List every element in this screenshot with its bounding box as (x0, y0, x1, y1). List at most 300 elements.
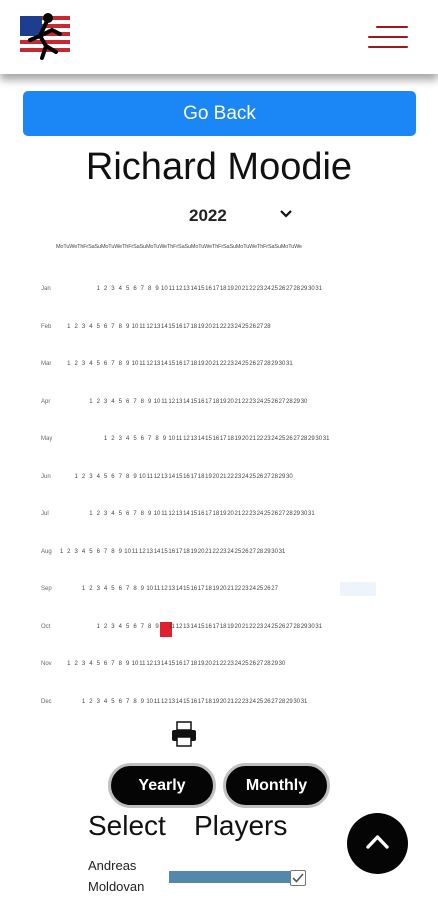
calendar-day: 5 (96, 361, 100, 367)
calendar-day: 28 (293, 286, 301, 292)
calendar-day: 19 (234, 436, 242, 442)
calendar-day: 5 (111, 698, 115, 705)
calendar-day: 25 (271, 623, 278, 630)
calendar-day: 12 (146, 323, 154, 330)
calendar-day: 19 (197, 661, 205, 667)
calendar-day: 27 (249, 548, 256, 555)
calendar-month-row (0, 397, 438, 411)
calendar-day: 12 (168, 511, 176, 517)
calendar-month-row (0, 622, 438, 636)
calendar-day: 22 (219, 661, 227, 667)
calendar-day: 29 (308, 436, 315, 442)
calendar-day: 5 (118, 398, 122, 405)
check-icon (291, 871, 305, 885)
calendar-day: 1 (89, 398, 93, 405)
calendar-day: 21 (212, 323, 220, 330)
select-players-heading (88, 810, 288, 842)
calendar-day: 10 (161, 286, 168, 292)
month-label: Jul (41, 511, 49, 517)
calendar-day: 5 (96, 661, 100, 667)
calendar-day: 10 (131, 661, 139, 667)
go-back-button[interactable]: Go Back (23, 91, 416, 136)
calendar-day: 31 (300, 698, 308, 705)
calendar-day: 20 (234, 286, 242, 292)
calendar-day: 14 (183, 398, 190, 405)
calendar-day: 3 (74, 548, 78, 555)
calendar-day: 16 (205, 286, 212, 292)
calendar-day: 17 (183, 323, 190, 330)
calendar-day: 25 (256, 698, 264, 705)
calendar-day: 8 (148, 286, 152, 292)
calendar-day: 26 (286, 436, 293, 442)
calendar-day: 21 (227, 698, 234, 705)
calendar-day: 27 (278, 511, 286, 517)
calendar-day: 14 (197, 436, 205, 442)
calendar-day: 31 (315, 623, 323, 630)
calendar-day: 20 (205, 361, 212, 367)
calendar-day: 7 (111, 361, 115, 367)
calendar-day: 14 (183, 511, 190, 517)
calendar-day: 29 (293, 511, 301, 517)
calendar-day: 16 (175, 323, 183, 330)
calendar-day: 2 (74, 661, 78, 667)
calendar-month-row (0, 472, 438, 486)
calendar-day: 27 (256, 661, 264, 667)
calendar-day: 16 (212, 436, 220, 442)
calendar-day: 13 (183, 623, 190, 630)
calendar-day: 12 (168, 398, 176, 405)
calendar-day: 24 (256, 511, 264, 517)
calendar-day: 29 (271, 361, 278, 367)
calendar-day: 11 (175, 436, 183, 442)
calendar-day: 27 (256, 361, 264, 367)
calendar-day: 10 (153, 398, 161, 405)
calendar-day: 12 (146, 661, 154, 667)
calendar-day: 21 (212, 361, 220, 367)
calendar-day: 12 (153, 473, 161, 480)
calendar-day: 25 (249, 473, 256, 480)
calendar-day: 28 (263, 361, 271, 367)
calendar-day: 13 (153, 361, 161, 367)
calendar-day: 7 (140, 623, 145, 630)
calendar-day: 12 (161, 586, 168, 592)
calendar-day: 21 (234, 511, 242, 517)
calendar-day: 17 (190, 473, 198, 480)
calendar-day: 27 (271, 698, 278, 705)
calendar-day: 18 (183, 548, 190, 555)
calendar-day: 28 (286, 398, 293, 405)
calendar-day: 8 (155, 436, 159, 442)
calendar-day: 30 (286, 473, 293, 480)
calendar-day: 9 (148, 398, 152, 405)
calendar-day: 25 (271, 286, 278, 292)
calendar-day: 26 (263, 586, 271, 592)
calendar-day: 2 (89, 698, 93, 705)
calendar-day: 15 (197, 286, 205, 292)
calendar-day: 4 (111, 511, 115, 517)
calendar-day: 16 (168, 548, 176, 555)
calendar-day: 2 (89, 586, 93, 592)
calendar-month-row (0, 509, 438, 523)
calendar-day: 4 (81, 548, 86, 555)
calendar-day: 1 (103, 436, 108, 442)
calendar-day: 7 (111, 661, 115, 667)
calendar-day: 26 (249, 361, 256, 367)
calendar-day: 6 (140, 436, 145, 442)
select-players-word2: Players (194, 810, 288, 841)
calendar-day: 4 (96, 473, 100, 480)
calendar-day: 17 (205, 511, 212, 517)
calendar-day: 4 (118, 286, 122, 292)
calendar-day: 2 (103, 286, 108, 292)
calendar-day: 18 (212, 511, 220, 517)
calendar-day: 1 (96, 286, 100, 292)
calendar-day: 30 (308, 623, 315, 630)
calendar-day: 11 (139, 361, 146, 367)
calendar-shaded-cell (340, 582, 376, 596)
calendar-day: 10 (131, 361, 139, 367)
calendar-day: 15 (205, 436, 212, 442)
month-label: May (41, 436, 53, 442)
calendar-day: 14 (175, 698, 183, 705)
player-checkbox[interactable] (290, 870, 306, 886)
calendar-day: 24 (263, 286, 271, 292)
calendar-day: 19 (190, 548, 198, 555)
chevron-up-icon (365, 833, 390, 851)
calendar-day: 26 (271, 511, 278, 517)
month-label: Nov (41, 661, 52, 667)
calendar-day: 26 (263, 698, 271, 705)
calendar-day: 10 (153, 511, 161, 517)
calendar-day: 20 (227, 398, 234, 405)
calendar-day: 9 (162, 436, 167, 442)
calendar-day: 6 (118, 698, 122, 705)
calendar-day: 23 (227, 661, 234, 667)
calendar-day: 16 (175, 361, 183, 367)
yearly-view-button[interactable]: Yearly (108, 763, 216, 808)
calendar-day: 23 (219, 548, 227, 555)
calendar-day: 7 (133, 398, 137, 405)
calendar-day: 2 (96, 398, 100, 405)
calendar-day: 18 (205, 698, 212, 705)
calendar-day: 21 (241, 623, 249, 630)
month-label: Mar (41, 361, 52, 367)
chevron-down-icon (280, 209, 292, 218)
player-option-name: Andreas Moldovan (88, 858, 145, 894)
calendar-day: 1 (59, 548, 64, 555)
hamburger-menu-icon[interactable] (366, 24, 408, 50)
calendar-day: 20 (227, 511, 234, 517)
calendar-day: 30 (278, 661, 286, 667)
calendar-month-row (0, 359, 438, 373)
calendar-day: 14 (190, 286, 198, 292)
calendar-day: 10 (146, 586, 154, 592)
calendar-day: 23 (241, 586, 249, 592)
app-header (0, 0, 438, 74)
calendar-day: 16 (175, 661, 183, 667)
calendar-day: 10 (168, 436, 176, 442)
select-players-word1: Select (88, 810, 166, 841)
calendar-day: 9 (140, 586, 145, 592)
calendar-day: 4 (111, 398, 115, 405)
month-label: Oct (41, 623, 51, 630)
calendar-day: 23 (256, 623, 264, 630)
calendar-day: 6 (96, 548, 100, 555)
month-label: Jan (41, 286, 51, 292)
calendar-day: 17 (175, 548, 183, 555)
calendar-day: 13 (175, 511, 183, 517)
calendar-day: 1 (74, 473, 78, 480)
month-label: Apr (41, 398, 51, 405)
calendar-day: 10 (131, 323, 139, 330)
calendar-day: 27 (263, 473, 271, 480)
calendar-day: 15 (161, 548, 168, 555)
calendar-day: 29 (286, 698, 293, 705)
calendar-day: 4 (89, 361, 93, 367)
calendar-day: 1 (81, 586, 86, 592)
calendar-day: 6 (125, 511, 130, 517)
calendar-day: 24 (271, 436, 278, 442)
calendar-day: 2 (81, 473, 86, 480)
calendar-day: 28 (263, 661, 271, 667)
calendar-month-row (0, 547, 438, 561)
calendar-day: 7 (148, 436, 152, 442)
calendar-day: 8 (111, 548, 115, 555)
calendar-day: 20 (205, 323, 212, 330)
calendar-day: 5 (133, 436, 137, 442)
calendar-day: 3 (103, 398, 108, 405)
calendar-day: 2 (111, 436, 115, 442)
calendar-day: 9 (125, 361, 130, 367)
monthly-view-button[interactable]: Monthly (223, 763, 330, 808)
calendar-day: 15 (190, 511, 198, 517)
calendar-day: 4 (89, 661, 93, 667)
calendar-day: 2 (96, 511, 100, 517)
calendar-day: 19 (197, 323, 205, 330)
calendar-day: 20 (197, 548, 205, 555)
calendar-day: 29 (300, 286, 308, 292)
calendar-day: 16 (190, 586, 198, 592)
calendar-day: 18 (227, 436, 234, 442)
runner-flag-logo[interactable] (16, 12, 74, 64)
calendar-day: 12 (175, 286, 183, 292)
calendar-day: 1 (67, 661, 71, 667)
calendar-day: 17 (183, 661, 190, 667)
calendar-day: 26 (271, 398, 278, 405)
calendar-day: 16 (197, 511, 205, 517)
calendar-day: 25 (241, 323, 249, 330)
calendar-day: 8 (125, 473, 130, 480)
calendar-day: 20 (234, 623, 242, 630)
scroll-to-top-button[interactable] (347, 813, 408, 874)
calendar-day: 11 (153, 698, 161, 705)
calendar-day: 9 (155, 623, 159, 630)
calendar-day: 23 (227, 323, 234, 330)
calendar-day: 15 (190, 398, 198, 405)
calendar-day: 21 (227, 586, 234, 592)
calendar-day: 3 (81, 323, 86, 330)
calendar-day: 24 (241, 473, 249, 480)
calendar-day: 7 (118, 473, 122, 480)
calendar-day: 7 (103, 548, 108, 555)
calendar-day: 9 (155, 286, 159, 292)
month-label: Jun (41, 473, 51, 480)
calendar-day: 4 (103, 698, 108, 705)
calendar-day: 25 (256, 586, 264, 592)
calendar-day: 23 (249, 511, 256, 517)
calendar-day: 19 (197, 361, 205, 367)
calendar-day: 28 (271, 473, 278, 480)
calendar-day: 5 (125, 286, 130, 292)
calendar-day: 31 (315, 286, 323, 292)
calendar-day: 3 (118, 436, 122, 442)
calendar-day: 24 (227, 548, 234, 555)
calendar-day: 9 (118, 548, 122, 555)
calendar-day: 17 (197, 586, 205, 592)
calendar-day: 2 (103, 623, 108, 630)
calendar-day: 6 (103, 661, 108, 667)
calendar-day: 15 (168, 661, 176, 667)
calendar-day: 12 (183, 436, 190, 442)
calendar-day: 18 (197, 473, 205, 480)
calendar-day: 13 (190, 436, 198, 442)
calendar-day: 24 (234, 361, 242, 367)
calendar-day: 31 (278, 548, 286, 555)
calendar-day: 31 (322, 436, 330, 442)
calendar-day: 13 (168, 586, 176, 592)
calendar-day: 11 (168, 623, 175, 630)
calendar-day: 23 (227, 361, 234, 367)
calendar-day: 19 (212, 698, 220, 705)
calendar-day: 22 (249, 286, 256, 292)
calendar-day: 3 (96, 698, 100, 705)
calendar-day: 28 (256, 548, 264, 555)
player-name-title: Richard Moodie (85, 146, 353, 188)
calendar-day: 27 (256, 323, 264, 330)
calendar-day: 14 (168, 473, 176, 480)
calendar-day: 12 (175, 623, 183, 630)
calendar-day: 7 (111, 323, 115, 330)
calendar-day: 6 (118, 586, 122, 592)
calendar-day: 8 (140, 511, 145, 517)
calendar-day: 22 (256, 436, 264, 442)
calendar-day: 16 (190, 698, 198, 705)
calendar-month-row (0, 284, 438, 298)
calendar-day: 24 (256, 398, 264, 405)
calendar-day: 29 (271, 661, 278, 667)
calendar-day: 5 (118, 511, 122, 517)
calendar-day: 7 (125, 586, 130, 592)
calendar-day: 28 (293, 623, 301, 630)
calendar-day: 10 (124, 548, 131, 555)
year-select[interactable] (186, 203, 298, 229)
calendar-day: 21 (241, 286, 249, 292)
calendar-day: 18 (190, 323, 198, 330)
calendar-day: 25 (241, 361, 249, 367)
calendar-day: 11 (139, 661, 146, 667)
printer-icon[interactable] (170, 720, 198, 748)
calendar-day: 26 (241, 548, 249, 555)
calendar-day: 9 (133, 473, 137, 480)
calendar-day: 14 (175, 586, 183, 592)
year-select-value: 2022 (189, 206, 227, 225)
calendar-day: 12 (139, 548, 146, 555)
calendar-day: 12 (146, 361, 154, 367)
calendar-day: 30 (300, 511, 308, 517)
calendar-day: 21 (234, 398, 242, 405)
calendar-day: 20 (241, 436, 249, 442)
calendar-day: 2 (67, 548, 71, 555)
calendar-day: 16 (197, 398, 205, 405)
calendar-day: 1 (67, 361, 71, 367)
calendar-day: 24 (234, 323, 242, 330)
calendar-day: 27 (293, 436, 301, 442)
calendar-day: 17 (212, 286, 220, 292)
calendar-day: 28 (263, 323, 271, 330)
calendar-day: 22 (219, 361, 227, 367)
calendar-day: 1 (81, 698, 86, 705)
calendar-day: 19 (219, 511, 227, 517)
calendar-day: 11 (131, 548, 139, 555)
calendar-day: 13 (146, 548, 154, 555)
calendar-day: 11 (161, 398, 168, 405)
calendar-day: 5 (89, 548, 93, 555)
calendar-day: 3 (103, 511, 108, 517)
calendar-day: 8 (118, 323, 122, 330)
calendar-day: 3 (111, 623, 115, 630)
calendar-day: 17 (212, 623, 220, 630)
calendar-day: 5 (111, 586, 115, 592)
calendar-day: 17 (205, 398, 212, 405)
calendar-day: 18 (212, 398, 220, 405)
calendar-day: 16 (205, 623, 212, 630)
calendar-day: 11 (146, 473, 153, 480)
player-color-bar (169, 871, 297, 883)
calendar-day: 31 (286, 361, 293, 367)
calendar-day: 21 (249, 436, 256, 442)
calendar-day: 31 (308, 511, 315, 517)
calendar-day: 25 (234, 548, 242, 555)
calendar-day: 3 (81, 361, 86, 367)
calendar-day: 18 (190, 361, 198, 367)
calendar-day: 26 (256, 473, 264, 480)
calendar-day: 23 (249, 398, 256, 405)
calendar-day: 20 (219, 586, 227, 592)
calendar-day: 18 (205, 586, 212, 592)
month-label: Feb (41, 323, 52, 330)
calendar-day: 15 (168, 361, 176, 367)
calendar-day: 23 (241, 698, 249, 705)
calendar-day: 26 (278, 286, 286, 292)
calendar-day: 23 (256, 286, 264, 292)
calendar-day: 19 (227, 623, 234, 630)
calendar-day: 30 (278, 361, 286, 367)
calendar-day: 13 (175, 398, 183, 405)
calendar-day: 25 (263, 511, 271, 517)
calendar-day: 9 (125, 661, 130, 667)
calendar-day: 30 (293, 698, 301, 705)
calendar-day: 24 (234, 661, 242, 667)
calendar-day: 29 (278, 473, 286, 480)
calendar-day: 3 (111, 286, 115, 292)
calendar-day: 17 (219, 436, 227, 442)
calendar-day: 6 (103, 323, 108, 330)
calendar-day: 15 (183, 698, 190, 705)
calendar-day: 19 (227, 286, 234, 292)
calendar-day: 27 (286, 286, 293, 292)
calendar-day: 6 (133, 286, 137, 292)
calendar-day: 28 (300, 436, 308, 442)
